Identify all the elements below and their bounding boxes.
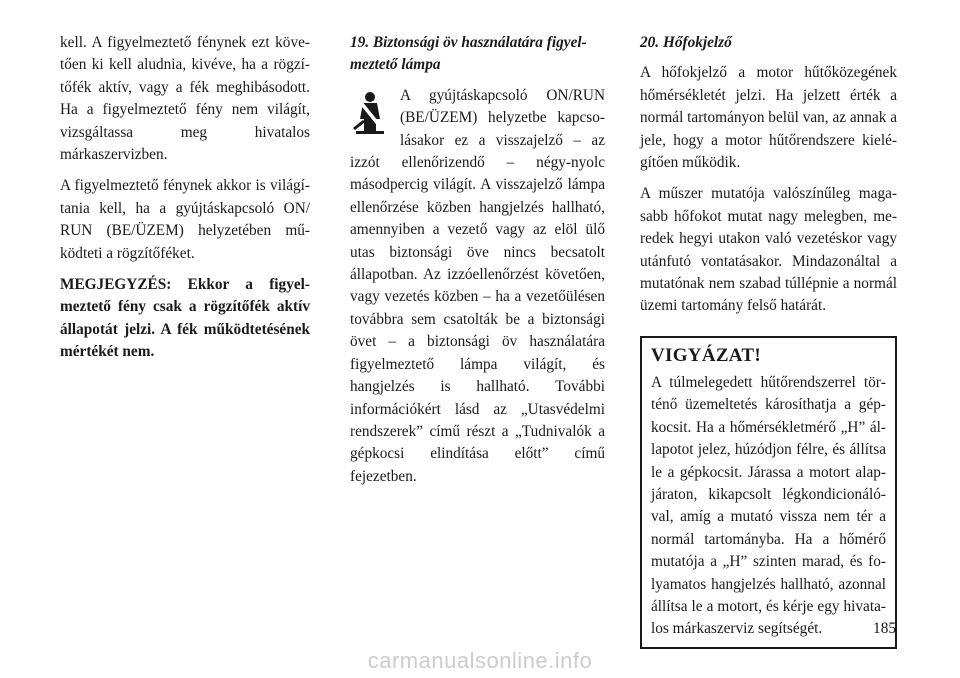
temperature-paragraph-2: A műszer mutatója valószínűleg magasabb hőfokot mutat nagy melegben, meredek hegyi utakon való vezetéskor vagy utánfutó vontatásakor. Mindazonáltal a mutatónak nem szabad túllépnie a normál üzemi tartomány felső határát. xyxy=(640,185,897,315)
right-column xyxy=(640,32,897,649)
seatbelt-warning-icon xyxy=(350,91,396,137)
temperature-section-heading: 20. Hőfokjelző xyxy=(640,34,732,51)
warning-box xyxy=(640,336,897,649)
warning-title: VIGYÁZAT! xyxy=(651,344,762,366)
temperature-paragraph-1: A hőfokjelző a motor hűtőközegének hőmérsékletét jelzi. Ha jelzett érték a normál tartományon belül van, az annak a jele, hogy a motor hűtőrendszere kielégítően működik. xyxy=(640,64,897,172)
brake-warning-continuation: kell. A figyelmeztető fénynek ezt követően ki kell aludnia, kivéve, ha a rögzítőfék aktív, vagy a fék meghibásodott. Ha a figyelmeztető fény nem világít, vizsgáltassa meg hivatalos márkaszervizben. xyxy=(60,34,310,164)
note-paragraph: MEGJEGYZÉS: Ekkor a figyelmeztető fény csak a rögzítőfék aktív állapotát jelzi. A fék működtetésének mértékét nem. xyxy=(60,276,310,361)
warning-body: A túlmelegedett hűtőrendszerrel történő üzemeltetés károsíthatja a gépkocsit. Ha a hőmérsékletmérő „H” állapotot jelez, húzódjon félre, és állítsa le a gépkocsit. Járassa a motort alapjáraton, kikapcsolt légkondicionálóval, amíg a mutató vissza nem tér a normál tartományba. Ha a hőmérő mutatója a „H” szinten marad, és folyamatos hangjelzés hallható, azonnal állítsa le a motort, és kérje egy hivatalos márkaszerviz segítségét. xyxy=(651,373,886,638)
seatbelt-body: A gyújtáskapcsoló ON/RUN (BE/ÜZEM) helyzetbe kapcsolásakor ez a visszajelző – az izzót ellenőrizendő – négy-nyolc másodpercig világít. A visszajelző lámpa ellenőrzése közben hangjelzés hallható, amennyiben a vezető vagy az elöl ülő utas biztonsági öve nincs becsatolt állapotban. Az izzóellenőrzést követően, vagy vezetés közben – ha a vezetőülésen továbbra sem csatolták be a biztonsági övet – a biztonsági öv használatára figyelmeztető lámpa világít, és hangjelzés is hallható. További információkért lásd az „Utasvédelmi rendszerek” című részt a „Tudnivalók a gépkocsi elindítása előtt” című fejezetben. xyxy=(350,86,605,485)
parking-brake-paragraph: A figyelmeztető fénynek akkor is világítania kell, ha a gyújtáskapcsoló ON/ RUN (BE/ÜZEM) helyzetében működteti a rögzítőféket. xyxy=(60,177,310,262)
page-number: 185 xyxy=(873,620,896,637)
watermark: carmanualsonline.info xyxy=(367,648,593,673)
left-column xyxy=(60,32,310,373)
seatbelt-section-heading: 19. Biztonsági öv használatára figyelmeztető lámpa xyxy=(350,34,587,74)
middle-column xyxy=(350,32,605,497)
